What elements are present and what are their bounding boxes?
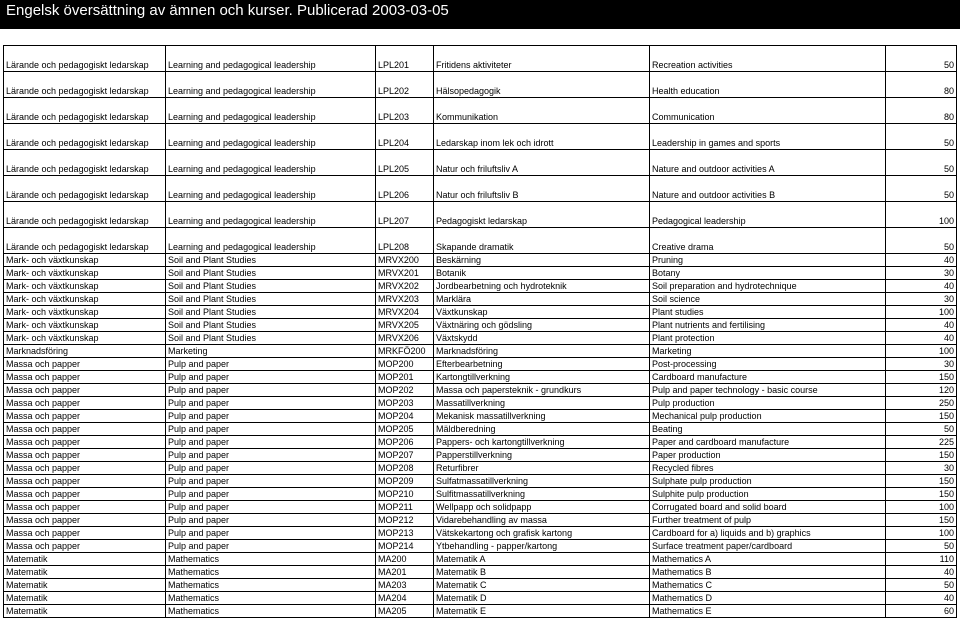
table-row [4,475,957,488]
points-cell: 225 [886,436,957,449]
points-cell: 100 [886,306,957,319]
subject-sv-cell: Matematik [4,592,166,605]
points-cell: 50 [886,579,957,592]
subject-en-cell: Mathematics [166,579,376,592]
course-name-sv-cell: Växtskydd [434,332,650,345]
subject-sv-cell: Matematik [4,566,166,579]
course-code-cell: MOP209 [376,475,434,488]
course-code-cell: LPL206 [376,176,434,202]
subject-en-cell: Mathematics [166,553,376,566]
points-cell: 50 [886,228,957,254]
points-cell: 40 [886,592,957,605]
course-name-sv-cell: Kartongtillverkning [434,371,650,384]
subject-en-cell: Pulp and paper [166,384,376,397]
table-row [4,319,957,332]
points-cell: 50 [886,540,957,553]
course-name-en-cell: Pulp and paper technology - basic course [650,384,886,397]
points-cell: 100 [886,345,957,358]
points-cell: 50 [886,423,957,436]
points-cell: 50 [886,150,957,176]
subject-sv-cell: Matematik [4,605,166,618]
course-name-en-cell: Pulp production [650,397,886,410]
subject-sv-cell: Massa och papper [4,358,166,371]
course-name-en-cell: Cardboard manufacture [650,371,886,384]
course-name-sv-cell: Fritidens aktiviteter [434,46,650,72]
subject-sv-cell: Lärande och pedagogiskt ledarskap [4,98,166,124]
subject-en-cell: Pulp and paper [166,410,376,423]
subject-en-cell: Marketing [166,345,376,358]
course-code-cell: MOP212 [376,514,434,527]
subject-en-cell: Learning and pedagogical leadership [166,72,376,98]
subject-sv-cell: Massa och papper [4,540,166,553]
course-name-sv-cell: Växtnäring och gödsling [434,319,650,332]
course-name-en-cell: Pedagogical leadership [650,202,886,228]
points-cell: 30 [886,358,957,371]
subject-sv-cell: Matematik [4,553,166,566]
course-name-sv-cell: Massatillverkning [434,397,650,410]
points-cell: 40 [886,566,957,579]
course-name-en-cell: Corrugated board and solid board [650,501,886,514]
points-cell: 150 [886,371,957,384]
course-name-en-cell: Sulphate pulp production [650,475,886,488]
course-name-sv-cell: Sulfatmassatillverkning [434,475,650,488]
course-name-sv-cell: Matematik C [434,579,650,592]
table-row [4,98,957,124]
points-cell: 100 [886,202,957,228]
subject-en-cell: Mathematics [166,605,376,618]
course-name-en-cell: Beating [650,423,886,436]
subject-en-cell: Soil and Plant Studies [166,280,376,293]
table-row [4,488,957,501]
subject-sv-cell: Massa och papper [4,501,166,514]
subject-en-cell: Pulp and paper [166,462,376,475]
points-cell: 30 [886,267,957,280]
subject-sv-cell: Massa och papper [4,423,166,436]
table-row [4,358,957,371]
subject-sv-cell: Mark- och växtkunskap [4,319,166,332]
course-name-sv-cell: Matematik A [434,553,650,566]
table-row [4,423,957,436]
course-name-sv-cell: Skapande dramatik [434,228,650,254]
course-code-cell: MRVX206 [376,332,434,345]
subject-en-cell: Learning and pedagogical leadership [166,228,376,254]
course-code-cell: MOP200 [376,358,434,371]
subject-sv-cell: Lärande och pedagogiskt ledarskap [4,150,166,176]
subject-en-cell: Pulp and paper [166,371,376,384]
course-name-en-cell: Paper and cardboard manufacture [650,436,886,449]
course-code-cell: MA200 [376,553,434,566]
subject-sv-cell: Mark- och växtkunskap [4,267,166,280]
course-name-sv-cell: Massa och papersteknik - grundkurs [434,384,650,397]
subject-sv-cell: Mark- och växtkunskap [4,254,166,267]
subject-en-cell: Pulp and paper [166,436,376,449]
course-name-sv-cell: Returfibrer [434,462,650,475]
subject-sv-cell: Massa och papper [4,514,166,527]
subject-en-cell: Mathematics [166,592,376,605]
course-name-en-cell: Leadership in games and sports [650,124,886,150]
course-name-sv-cell: Papperstillverkning [434,449,650,462]
table-row [4,345,957,358]
table-row [4,397,957,410]
course-name-sv-cell: Matematik B [434,566,650,579]
subject-sv-cell: Mark- och växtkunskap [4,293,166,306]
points-cell: 150 [886,410,957,423]
subject-sv-cell: Massa och papper [4,397,166,410]
course-name-sv-cell: Växtkunskap [434,306,650,319]
points-cell: 40 [886,332,957,345]
subject-sv-cell: Lärande och pedagogiskt ledarskap [4,228,166,254]
points-cell: 250 [886,397,957,410]
points-cell: 100 [886,527,957,540]
subject-en-cell: Pulp and paper [166,527,376,540]
points-cell: 100 [886,501,957,514]
course-name-en-cell: Soil science [650,293,886,306]
course-name-sv-cell: Pedagogiskt ledarskap [434,202,650,228]
subject-sv-cell: Massa och papper [4,449,166,462]
course-code-cell: MOP202 [376,384,434,397]
table-row [4,436,957,449]
course-name-sv-cell: Vätskekartong och grafisk kartong [434,527,650,540]
course-table [3,45,957,618]
course-name-en-cell: Paper production [650,449,886,462]
course-name-en-cell: Surface treatment paper/cardboard [650,540,886,553]
table-row [4,371,957,384]
course-code-cell: MA204 [376,592,434,605]
subject-sv-cell: Matematik [4,579,166,592]
course-name-en-cell: Sulphite pulp production [650,488,886,501]
course-code-cell: MOP207 [376,449,434,462]
points-cell: 50 [886,46,957,72]
points-cell: 60 [886,605,957,618]
table-row [4,150,957,176]
course-name-en-cell: Health education [650,72,886,98]
course-code-cell: MOP204 [376,410,434,423]
table-row [4,501,957,514]
subject-sv-cell: Marknadsföring [4,345,166,358]
points-cell: 40 [886,254,957,267]
subject-en-cell: Pulp and paper [166,449,376,462]
table-row [4,228,957,254]
course-name-sv-cell: Natur och friluftsliv B [434,176,650,202]
course-code-cell: MRVX201 [376,267,434,280]
table-row [4,553,957,566]
course-code-cell: MOP214 [376,540,434,553]
course-code-cell: MA203 [376,579,434,592]
points-cell: 40 [886,280,957,293]
table-row [4,410,957,423]
course-name-sv-cell: Hälsopedagogik [434,72,650,98]
course-name-en-cell: Cardboard for a) liquids and b) graphics [650,527,886,540]
subject-en-cell: Soil and Plant Studies [166,332,376,345]
course-name-sv-cell: Matematik E [434,605,650,618]
course-code-cell: LPL202 [376,72,434,98]
course-name-sv-cell: Mekanisk massatillverkning [434,410,650,423]
course-name-sv-cell: Jordbearbetning och hydroteknik [434,280,650,293]
course-name-en-cell: Creative drama [650,228,886,254]
course-code-cell: MA201 [376,566,434,579]
course-name-sv-cell: Ytbehandling - papper/kartong [434,540,650,553]
course-code-cell: LPL208 [376,228,434,254]
subject-en-cell: Learning and pedagogical leadership [166,202,376,228]
course-code-cell: MOP205 [376,423,434,436]
subject-en-cell: Pulp and paper [166,423,376,436]
course-name-sv-cell: Sulfitmassatillverkning [434,488,650,501]
points-cell: 150 [886,488,957,501]
course-code-cell: MRVX203 [376,293,434,306]
points-cell: 50 [886,124,957,150]
subject-en-cell: Pulp and paper [166,397,376,410]
table-row [4,462,957,475]
table-row [4,72,957,98]
course-code-cell: MOP203 [376,397,434,410]
subject-sv-cell: Mark- och växtkunskap [4,332,166,345]
course-name-en-cell: Post-processing [650,358,886,371]
course-name-sv-cell: Wellpapp och solidpapp [434,501,650,514]
points-cell: 150 [886,449,957,462]
document-title: Engelsk översättning av ämnen och kurser. Publicerad 2003-03-05 [6,2,449,19]
subject-sv-cell: Lärande och pedagogiskt ledarskap [4,124,166,150]
course-code-cell: MOP211 [376,501,434,514]
subject-en-cell: Pulp and paper [166,501,376,514]
subject-en-cell: Learning and pedagogical leadership [166,124,376,150]
course-name-en-cell: Botany [650,267,886,280]
course-name-en-cell: Mathematics B [650,566,886,579]
course-name-sv-cell: Marklära [434,293,650,306]
subject-sv-cell: Mark- och växtkunskap [4,306,166,319]
course-name-sv-cell: Mäldberedning [434,423,650,436]
subject-sv-cell: Massa och papper [4,410,166,423]
subject-sv-cell: Lärande och pedagogiskt ledarskap [4,202,166,228]
table-row [4,527,957,540]
table-row [4,254,957,267]
table-row [4,332,957,345]
course-name-en-cell: Recycled fibres [650,462,886,475]
subject-sv-cell: Lärande och pedagogiskt ledarskap [4,46,166,72]
course-code-cell: LPL207 [376,202,434,228]
course-name-en-cell: Plant studies [650,306,886,319]
subject-sv-cell: Massa och papper [4,488,166,501]
course-name-en-cell: Nature and outdoor activities B [650,176,886,202]
points-cell: 40 [886,319,957,332]
table-row [4,124,957,150]
subject-en-cell: Pulp and paper [166,488,376,501]
subject-en-cell: Soil and Plant Studies [166,319,376,332]
subject-sv-cell: Massa och papper [4,371,166,384]
table-row [4,579,957,592]
subject-sv-cell: Massa och papper [4,527,166,540]
course-name-sv-cell: Natur och friluftsliv A [434,150,650,176]
table-row [4,176,957,202]
table-row [4,540,957,553]
subject-sv-cell: Mark- och växtkunskap [4,280,166,293]
course-code-cell: LPL203 [376,98,434,124]
course-name-en-cell: Mathematics D [650,592,886,605]
course-name-en-cell: Mathematics E [650,605,886,618]
course-code-cell: MA205 [376,605,434,618]
subject-en-cell: Learning and pedagogical leadership [166,98,376,124]
course-name-en-cell: Mathematics C [650,579,886,592]
subject-en-cell: Learning and pedagogical leadership [166,176,376,202]
subject-en-cell: Soil and Plant Studies [166,306,376,319]
course-name-en-cell: Communication [650,98,886,124]
table-row [4,46,957,72]
points-cell: 80 [886,98,957,124]
course-name-en-cell: Recreation activities [650,46,886,72]
subject-en-cell: Soil and Plant Studies [166,267,376,280]
subject-sv-cell: Massa och papper [4,462,166,475]
points-cell: 110 [886,553,957,566]
table-row [4,592,957,605]
points-cell: 30 [886,462,957,475]
course-name-sv-cell: Efterbearbetning [434,358,650,371]
course-name-en-cell: Soil preparation and hydrotechnique [650,280,886,293]
course-code-cell: MOP208 [376,462,434,475]
course-code-cell: MRVX200 [376,254,434,267]
table-row [4,202,957,228]
course-name-sv-cell: Vidarebehandling av massa [434,514,650,527]
course-name-en-cell: Mechanical pulp production [650,410,886,423]
points-cell: 150 [886,514,957,527]
table-row [4,514,957,527]
table-row [4,566,957,579]
points-cell: 80 [886,72,957,98]
course-code-cell: MOP206 [376,436,434,449]
course-name-sv-cell: Pappers- och kartongtillverkning [434,436,650,449]
course-name-en-cell: Marketing [650,345,886,358]
course-code-cell: MRVX204 [376,306,434,319]
points-cell: 120 [886,384,957,397]
course-code-cell: MRKFÖ200 [376,345,434,358]
course-name-en-cell: Plant nutrients and fertilising [650,319,886,332]
course-name-en-cell: Further treatment of pulp [650,514,886,527]
subject-sv-cell: Massa och papper [4,384,166,397]
course-name-en-cell: Plant protection [650,332,886,345]
course-code-cell: MOP210 [376,488,434,501]
table-row [4,280,957,293]
course-name-sv-cell: Marknadsföring [434,345,650,358]
course-code-cell: LPL204 [376,124,434,150]
course-code-cell: LPL205 [376,150,434,176]
subject-en-cell: Pulp and paper [166,540,376,553]
subject-sv-cell: Massa och papper [4,436,166,449]
course-code-cell: MOP201 [376,371,434,384]
course-name-sv-cell: Botanik [434,267,650,280]
points-cell: 50 [886,176,957,202]
subject-en-cell: Learning and pedagogical leadership [166,150,376,176]
subject-en-cell: Mathematics [166,566,376,579]
table-row [4,306,957,319]
course-code-cell: LPL201 [376,46,434,72]
subject-en-cell: Learning and pedagogical leadership [166,46,376,72]
course-code-cell: MOP213 [376,527,434,540]
subject-sv-cell: Massa och papper [4,475,166,488]
table-row [4,449,957,462]
course-name-sv-cell: Kommunikation [434,98,650,124]
table-row [4,267,957,280]
course-name-sv-cell: Beskärning [434,254,650,267]
table-row [4,384,957,397]
course-code-cell: MRVX205 [376,319,434,332]
subject-en-cell: Soil and Plant Studies [166,293,376,306]
table-row [4,293,957,306]
subject-en-cell: Soil and Plant Studies [166,254,376,267]
course-name-en-cell: Nature and outdoor activities A [650,150,886,176]
document-header [0,0,960,29]
subject-en-cell: Pulp and paper [166,475,376,488]
subject-sv-cell: Lärande och pedagogiskt ledarskap [4,72,166,98]
subject-en-cell: Pulp and paper [166,514,376,527]
course-code-cell: MRVX202 [376,280,434,293]
course-name-sv-cell: Ledarskap inom lek och idrott [434,124,650,150]
subject-sv-cell: Lärande och pedagogiskt ledarskap [4,176,166,202]
subject-en-cell: Pulp and paper [166,358,376,371]
points-cell: 150 [886,475,957,488]
course-name-en-cell: Pruning [650,254,886,267]
table-row [4,605,957,618]
course-name-en-cell: Mathematics A [650,553,886,566]
course-name-sv-cell: Matematik D [434,592,650,605]
points-cell: 30 [886,293,957,306]
